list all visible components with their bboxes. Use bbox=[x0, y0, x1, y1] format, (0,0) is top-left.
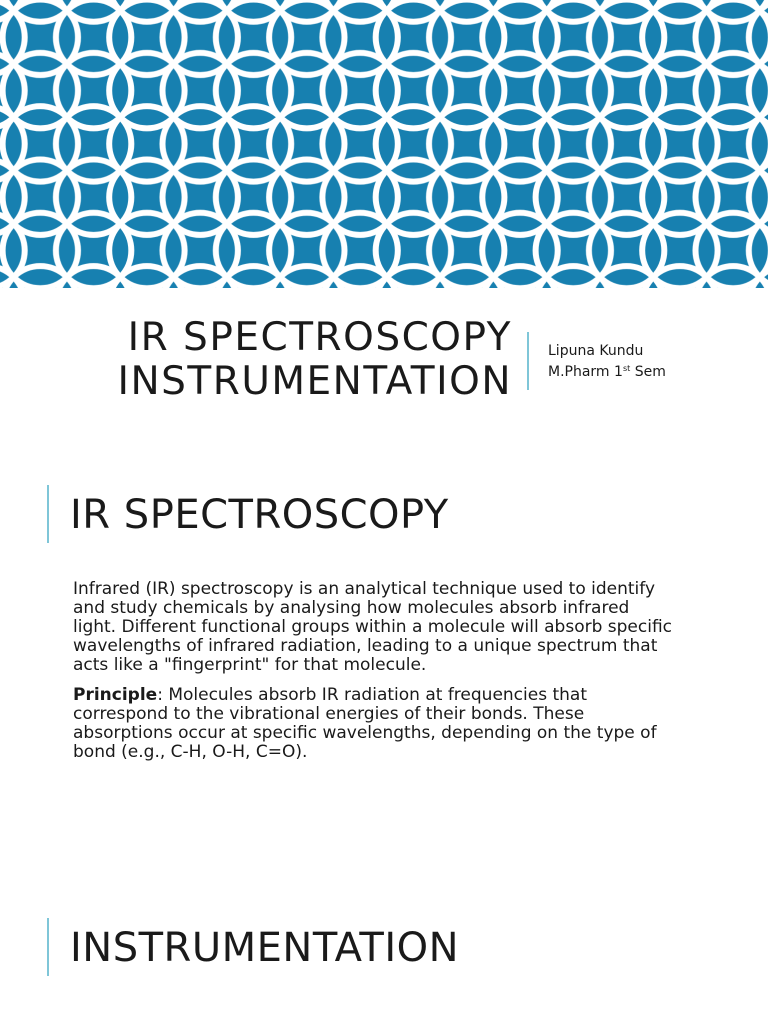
title-divider bbox=[527, 332, 529, 390]
intro-paragraph: Infrared (IR) spectroscopy is an analytical technique used to identify and study chemicals by analysing how molecules absorb infrared light. Different functional groups within a molecule will absorb specific wavelengths of infrared radiation, leading to a unique spectrum that acts like a "fingerprint" for that molecule. bbox=[73, 579, 673, 675]
author-info bbox=[548, 342, 666, 381]
section1-accent-bar bbox=[47, 485, 49, 543]
author-degree bbox=[548, 360, 666, 381]
degree-suffix: Sem bbox=[630, 364, 666, 380]
circle-pattern-graphic bbox=[0, 0, 768, 288]
title-line-1: IR SPECTROSCOPY bbox=[127, 315, 512, 360]
section2-accent-bar bbox=[47, 918, 49, 976]
principle-label: Principle bbox=[73, 685, 158, 705]
section1-body bbox=[73, 580, 673, 773]
author-name: Lipuna Kundu bbox=[548, 343, 644, 359]
title-line-2: INSTRUMENTATION bbox=[117, 359, 512, 404]
section1-heading: IR SPECTROSCOPY bbox=[70, 492, 449, 538]
degree-superscript: st bbox=[622, 364, 631, 373]
principle-text: : Molecules absorb IR radiation at frequencies that correspond to the vibrational energies of their bonds. These absorptions occur at specific wavelengths, depending on the type of bond (e.g., C-H, O-H, C=O). bbox=[73, 685, 657, 762]
section2-heading: INSTRUMENTATION bbox=[70, 925, 460, 971]
degree-prefix: M.Pharm 1 bbox=[548, 364, 623, 380]
pattern-banner bbox=[0, 0, 768, 288]
principle-paragraph bbox=[73, 686, 673, 762]
slide-title bbox=[60, 316, 512, 404]
